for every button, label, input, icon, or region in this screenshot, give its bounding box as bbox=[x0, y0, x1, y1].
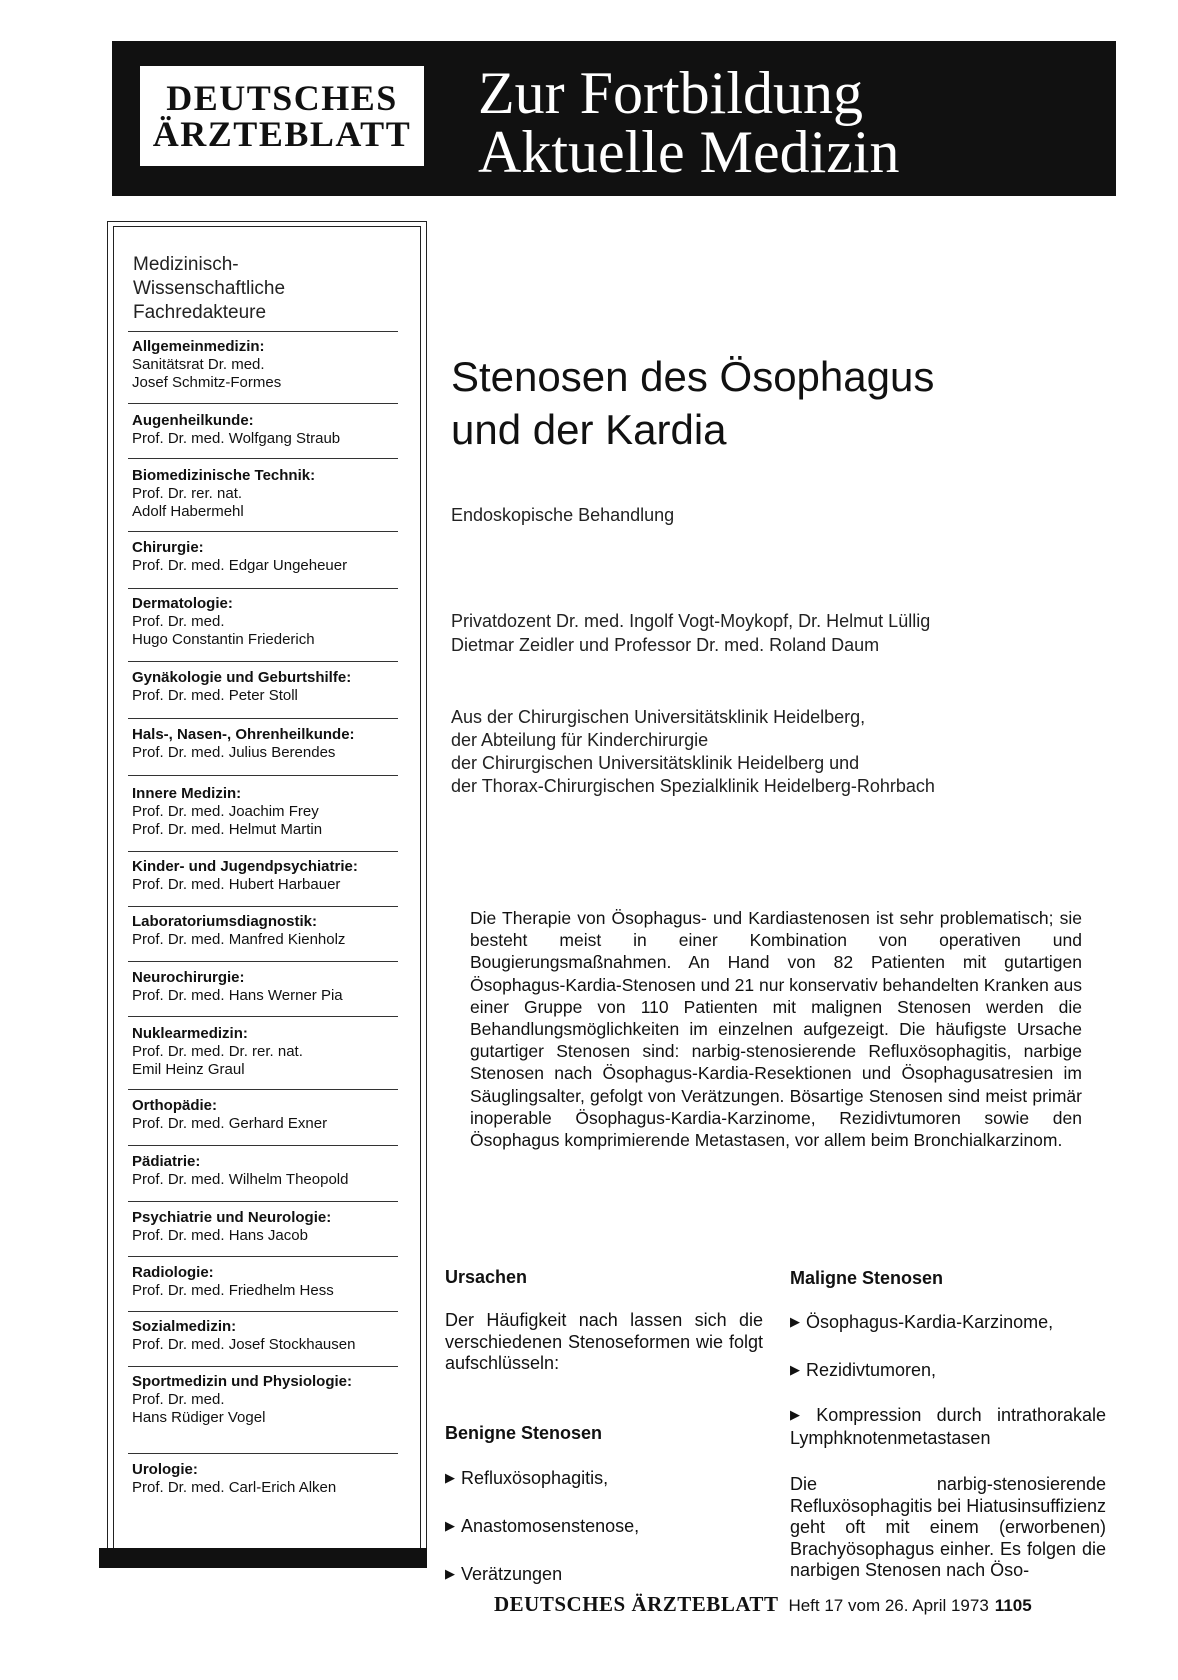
sidebar-divider bbox=[128, 1089, 398, 1090]
editor-names: Prof. Dr. med. Wilhelm Theopold bbox=[132, 1171, 349, 1188]
sidebar-entry bbox=[132, 467, 412, 521]
article-subtitle: Endoskopische Behandlung bbox=[451, 505, 675, 525]
sidebar-bottom-bar bbox=[99, 1548, 427, 1568]
editor-names: Prof. Dr. med. Joachim Frey Prof. Dr. med. Helmut Martin bbox=[132, 803, 323, 838]
editor-names: Prof. Dr. med. Carl-Erich Alken bbox=[132, 1479, 337, 1496]
sidebar-entry bbox=[132, 1373, 412, 1427]
sidebar-divider bbox=[128, 531, 398, 532]
specialty-label: Urologie: bbox=[132, 1461, 198, 1478]
editor-names: Prof. Dr. med. Gerhard Exner bbox=[132, 1115, 328, 1132]
bullet-arrow-icon: ▶ bbox=[445, 1470, 455, 1485]
benign-bullet bbox=[445, 1468, 608, 1491]
journal-logo bbox=[140, 66, 424, 166]
editor-names: Prof. Dr. rer. nat. Adolf Habermehl bbox=[132, 485, 244, 520]
specialty-label: Nuklearmedizin: bbox=[132, 1025, 248, 1042]
sidebar-divider bbox=[128, 1366, 398, 1367]
specialty-label: Gynäkologie und Geburtshilfe: bbox=[132, 669, 352, 686]
sidebar-divider bbox=[128, 1016, 398, 1017]
sidebar-entry bbox=[132, 913, 412, 949]
section-heading-maligne: Maligne Stenosen bbox=[790, 1268, 944, 1288]
sidebar-divider bbox=[128, 1311, 398, 1312]
editor-names: Prof. Dr. med. Julius Berendes bbox=[132, 744, 336, 761]
editor-names: Prof. Dr. med. Peter Stoll bbox=[132, 687, 298, 704]
sidebar-divider bbox=[128, 458, 398, 459]
right-column-text: Die narbig-stenosierende Refluxösophagitis bei Hiatusinsuffizienz geht oft mit einem (erworbenen) Brachyösophagus einher. Es folgen die narbigen Stenosen nach Öso- bbox=[790, 1474, 1106, 1580]
specialty-label: Innere Medizin: bbox=[132, 785, 242, 802]
sidebar-entry bbox=[132, 1097, 412, 1133]
sidebar-heading bbox=[133, 253, 403, 325]
specialty-label: Biomedizinische Technik: bbox=[132, 467, 316, 484]
malign-bullet bbox=[790, 1312, 1053, 1335]
sidebar-entry bbox=[132, 785, 412, 839]
bullet-arrow-icon: ▶ bbox=[790, 1362, 800, 1377]
specialty-label: Sozialmedizin: bbox=[132, 1318, 237, 1335]
banner-title-line-1: Zur Fortbildung bbox=[478, 60, 863, 126]
bullet-arrow-icon: ▶ bbox=[790, 1407, 811, 1422]
sidebar-entry bbox=[132, 858, 412, 894]
editor-names: Prof. Dr. med. Wolfgang Straub bbox=[132, 430, 341, 447]
sidebar-entry bbox=[132, 539, 412, 575]
malign-bullet bbox=[790, 1360, 936, 1383]
benign-bullet-text: Verätzungen bbox=[461, 1564, 563, 1584]
editor-names: Prof. Dr. med. Hans Werner Pia bbox=[132, 987, 343, 1004]
benign-bullet-text: Anastomosenstenose, bbox=[461, 1516, 640, 1536]
article-authors: Privatdozent Dr. med. Ingolf Vogt-Moykopf, Dr. Helmut Lüllig Dietmar Zeidler und Professor Dr. med. Roland Daum bbox=[451, 611, 931, 655]
sidebar-divider bbox=[128, 775, 398, 776]
malign-bullet-text: Kompression durch intrathorakale Lymphknotenmetastasen bbox=[790, 1405, 1107, 1448]
banner-title-line-2: Aktuelle Medizin bbox=[478, 119, 900, 185]
sidebar-entry bbox=[132, 969, 412, 1005]
article-abstract: Die Therapie von Ösophagus- und Kardiastenosen ist sehr problematisch; sie besteht meist in einer Kombination von operativen und Bougierungsmaßnahmen. An Hand von 82 Patienten mit gutartigen Ösophagus-Kardia-Stenosen und 21 nur konservativ behandelten Kranken aus einer Gruppe von 110 Patienten mit malignen Stenosen werden die Behandlungsmöglichkeiten im einzelnen aufgezeigt. Die häufigste Ursache gutartiger Stenosen sind: narbig-stenosierende Refluxösophagitis, narbige Stenosen nach Ösophagus-Kardia-Resektionen und Ösophagusatresien im Säuglingsalter, gefolgt von Verätzungen. Bösartige Stenosen sind meist primär inoperable Ösophagus-Kardia-Karzinome, Rezidivtumoren sowie den Ösophagus komprimierende Metastasen, vor allem beim Bronchialkarzinom. bbox=[470, 908, 1082, 1151]
specialty-label: Neurochirurgie: bbox=[132, 969, 245, 986]
sidebar-divider bbox=[128, 1256, 398, 1257]
editor-names: Prof. Dr. med. Hans Jacob bbox=[132, 1227, 308, 1244]
sidebar-divider bbox=[128, 1453, 398, 1454]
sidebar-divider bbox=[128, 718, 398, 719]
specialty-label: Augenheilkunde: bbox=[132, 412, 254, 429]
specialty-label: Kinder- und Jugendpsychiatrie: bbox=[132, 858, 358, 875]
sidebar-divider bbox=[128, 588, 398, 589]
sidebar-entry bbox=[132, 726, 412, 762]
specialty-label: Pädiatrie: bbox=[132, 1153, 201, 1170]
editor-names: Prof. Dr. med. Josef Stockhausen bbox=[132, 1336, 356, 1353]
editor-names: Prof. Dr. med. Friedhelm Hess bbox=[132, 1282, 334, 1299]
sidebar-entry bbox=[132, 412, 412, 448]
benign-bullet bbox=[445, 1516, 639, 1539]
sidebar-entry bbox=[132, 1461, 412, 1497]
bullet-arrow-icon: ▶ bbox=[445, 1566, 455, 1581]
specialty-label: Allgemeinmedizin: bbox=[132, 338, 265, 355]
benign-bullet-text: Refluxösophagitis, bbox=[461, 1468, 609, 1488]
sidebar-divider bbox=[128, 403, 398, 404]
sidebar-entry bbox=[132, 1264, 412, 1300]
sidebar-divider bbox=[128, 961, 398, 962]
sidebar-entry bbox=[132, 669, 412, 705]
specialty-label: Laboratoriumsdiagnostik: bbox=[132, 913, 318, 930]
sidebar-entry bbox=[132, 1025, 412, 1079]
malign-bullet-text: Ösophagus-Kardia-Karzinome, bbox=[806, 1312, 1054, 1332]
sidebar-divider bbox=[128, 851, 398, 852]
specialty-label: Sportmedizin und Physiologie: bbox=[132, 1373, 353, 1390]
specialty-label: Chirurgie: bbox=[132, 539, 204, 556]
specialty-label: Psychiatrie und Neurologie: bbox=[132, 1209, 332, 1226]
article-institutions: Aus der Chirurgischen Universitätsklinik Heidelberg, der Abteilung für Kinderchirurgie der Chirurgischen Universitätsklinik Heidelberg und der Thorax-Chirurgischen Spezialklinik Heidelberg-Rohrbach bbox=[451, 707, 935, 796]
editor-names: Sanitätsrat Dr. med. Josef Schmitz-Formes bbox=[132, 356, 282, 391]
page-footer bbox=[494, 1592, 1032, 1617]
section-heading-ursachen: Ursachen bbox=[445, 1267, 528, 1287]
sidebar-heading-text: Medizinisch- Wissenschaftliche Fachredakteure bbox=[133, 254, 286, 323]
editor-names: Prof. Dr. med. Hans Rüdiger Vogel bbox=[132, 1391, 266, 1426]
sidebar-entry bbox=[132, 1153, 412, 1189]
left-column-text: Der Häufigkeit nach lassen sich die verschiedenen Stenoseformen wie folgt aufschlüsseln: bbox=[445, 1310, 763, 1373]
sidebar-entry bbox=[132, 595, 412, 649]
footer-issue: Heft 17 vom 26. April 1973 bbox=[788, 1596, 989, 1615]
specialty-label: Dermatologie: bbox=[132, 595, 233, 612]
editor-names: Prof. Dr. med. Hugo Constantin Friederich bbox=[132, 613, 315, 648]
section-heading-benigne: Benigne Stenosen bbox=[445, 1423, 603, 1443]
sidebar-entry bbox=[132, 1209, 412, 1245]
malign-bullet bbox=[790, 1405, 1106, 1449]
sidebar-divider bbox=[128, 331, 398, 332]
editor-names: Prof. Dr. med. Manfred Kienholz bbox=[132, 931, 346, 948]
logo-line-2: ÄRZTEBLATT bbox=[152, 114, 412, 154]
sidebar-divider bbox=[128, 1201, 398, 1202]
bullet-arrow-icon: ▶ bbox=[790, 1314, 800, 1329]
logo-line-1: DEUTSCHES bbox=[166, 78, 398, 118]
specialty-label: Radiologie: bbox=[132, 1264, 214, 1281]
page-number: 1105 bbox=[994, 1596, 1032, 1615]
sidebar-divider bbox=[128, 661, 398, 662]
specialty-label: Hals-, Nasen-, Ohrenheilkunde: bbox=[132, 726, 355, 743]
sidebar-divider bbox=[128, 1145, 398, 1146]
malign-bullet-text: Rezidivtumoren, bbox=[806, 1360, 937, 1380]
sidebar-entry bbox=[132, 338, 412, 392]
footer-journal-name: DEUTSCHES ÄRZTEBLATT bbox=[494, 1592, 779, 1616]
sidebar-divider bbox=[128, 906, 398, 907]
specialty-label: Orthopädie: bbox=[132, 1097, 217, 1114]
bullet-arrow-icon: ▶ bbox=[445, 1518, 455, 1533]
editor-names: Prof. Dr. med. Hubert Harbauer bbox=[132, 876, 341, 893]
editor-names: Prof. Dr. med. Dr. rer. nat. Emil Heinz Graul bbox=[132, 1043, 303, 1078]
benign-bullet bbox=[445, 1564, 562, 1587]
article-title: Stenosen des Ösophagus und der Kardia bbox=[451, 353, 935, 453]
editor-names: Prof. Dr. med. Edgar Ungeheuer bbox=[132, 557, 348, 574]
sidebar-entry bbox=[132, 1318, 412, 1354]
